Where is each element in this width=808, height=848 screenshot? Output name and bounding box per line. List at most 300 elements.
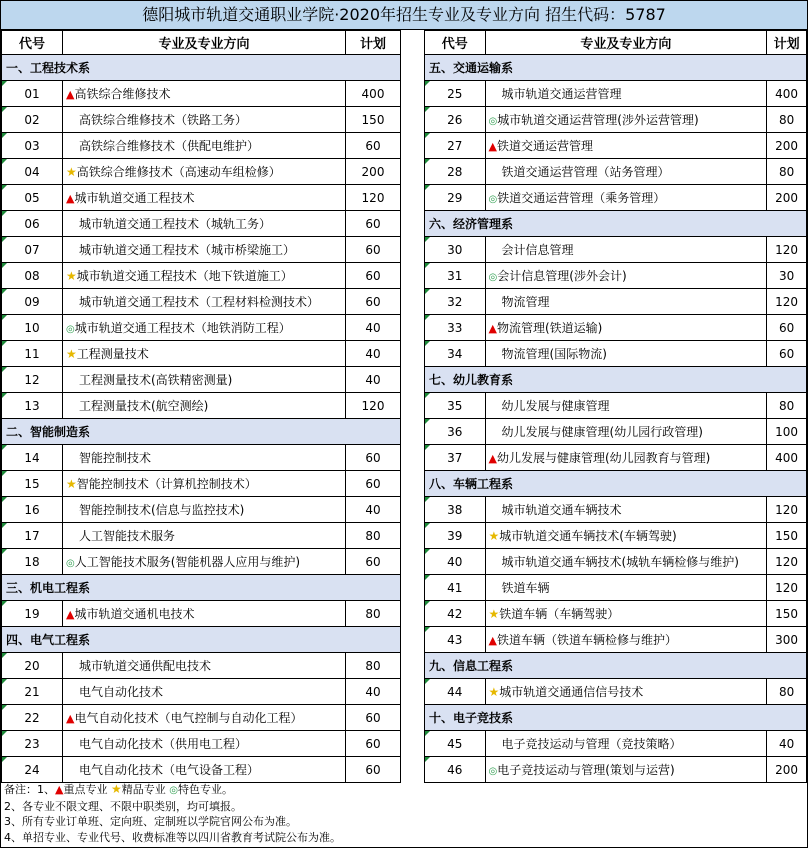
cell-corner-marker [2, 523, 7, 528]
legend-feature-major: 特色专业。 [177, 783, 233, 796]
code-value: 23 [24, 736, 40, 751]
plan-cell: 60 [346, 133, 401, 159]
code-cell [2, 757, 63, 783]
code-cell [2, 653, 63, 679]
plan-cell: 150 [767, 601, 807, 627]
cell-corner-marker [2, 289, 7, 294]
cell-corner-marker [425, 341, 430, 346]
major-name: 幼儿发展与健康管理(幼儿园教育与管理) [497, 451, 711, 465]
code-cell [425, 289, 486, 315]
major-name: 物流管理 [501, 295, 550, 309]
cell-corner-marker [2, 107, 7, 112]
plan-cell: 400 [767, 445, 807, 471]
section-label: 十、电子竞技系 [425, 705, 807, 731]
name-cell [485, 81, 767, 107]
cell-corner-marker [2, 341, 7, 346]
code-cell [2, 497, 63, 523]
major-name: 电气自动化技术 [79, 685, 164, 699]
triangle-icon: ▲ [488, 140, 497, 153]
cell-corner-marker [425, 237, 430, 242]
cell-corner-marker [2, 237, 7, 242]
note-line-3: 3、所有专业订单班、定向班、定制班以学院官网公布为准。 [4, 815, 297, 828]
plan-cell: 300 [767, 627, 807, 653]
code-cell [425, 81, 486, 107]
code-cell [425, 341, 486, 367]
table-row [425, 445, 807, 471]
name-cell [63, 315, 346, 341]
cell-corner-marker [2, 471, 7, 476]
triangle-icon: ▲ [488, 452, 497, 465]
plan-cell: 40 [346, 367, 401, 393]
section-label: 九、信息工程系 [425, 653, 807, 679]
name-cell [485, 263, 767, 289]
section-label: 六、经济管理系 [425, 211, 807, 237]
section-row [425, 55, 807, 81]
major-name: 铁道车辆 [501, 581, 550, 595]
star-icon: ★ [488, 607, 500, 621]
code-cell [2, 315, 63, 341]
code-cell [2, 107, 63, 133]
code-value: 30 [447, 242, 463, 257]
section-row [425, 653, 807, 679]
name-cell [485, 523, 767, 549]
table-row [2, 497, 401, 523]
code-value: 28 [447, 164, 463, 179]
major-name: 城市轨道交通工程技术（地下铁道施工） [76, 269, 293, 283]
major-name: 工程测量技术 [76, 347, 149, 361]
code-value: 13 [24, 398, 40, 413]
code-value: 43 [447, 632, 463, 647]
table-row [425, 757, 807, 783]
table-row [425, 289, 807, 315]
cell-corner-marker [2, 263, 7, 268]
plan-cell: 200 [346, 159, 401, 185]
major-name: 城市轨道交通通信信号技术 [499, 685, 644, 699]
code-cell [2, 341, 63, 367]
major-name: 城市轨道交通车辆技术(城轨车辆检修与维护) [501, 555, 739, 569]
major-name: 城市轨道交通供配电技术 [79, 659, 212, 673]
name-cell [63, 601, 346, 627]
double-circle-icon: ◎ [66, 324, 75, 335]
section-row [425, 211, 807, 237]
plan-cell: 40 [767, 731, 807, 757]
name-cell [63, 653, 346, 679]
notes [4, 782, 341, 845]
table-row [2, 523, 401, 549]
table-row [2, 757, 401, 783]
plan-cell: 200 [767, 757, 807, 783]
table-row [2, 107, 401, 133]
major-name: 会计信息管理 [501, 243, 574, 257]
plan-cell: 60 [346, 757, 401, 783]
code-cell [2, 133, 63, 159]
code-value: 12 [24, 372, 40, 387]
star-icon: ★ [66, 269, 77, 283]
table-row [425, 81, 807, 107]
plan-cell: 60 [346, 471, 401, 497]
table-row [425, 679, 807, 705]
name-cell [63, 341, 346, 367]
code-value: 19 [24, 606, 40, 621]
header-name: 专业及专业方向 [63, 31, 346, 55]
code-value: 05 [24, 190, 40, 205]
major-name: 高铁综合维修技术 [74, 87, 171, 101]
section-label: 五、交通运输系 [425, 55, 807, 81]
major-name: 物流管理(铁道运输) [497, 321, 603, 335]
star-icon: ★ [66, 165, 77, 179]
name-cell [485, 315, 767, 341]
code-value: 14 [24, 450, 40, 465]
cell-corner-marker [2, 757, 7, 762]
table-row [2, 653, 401, 679]
code-cell [425, 315, 486, 341]
name-cell [485, 419, 767, 445]
major-name: 城市轨道交通车辆技术(车辆驾驶) [499, 529, 677, 543]
section-label: 二、智能制造系 [2, 419, 401, 445]
section-label: 一、工程技术系 [2, 55, 401, 81]
code-value: 20 [24, 658, 40, 673]
name-cell [63, 211, 346, 237]
plan-cell: 80 [346, 653, 401, 679]
code-cell [2, 81, 63, 107]
code-cell [2, 289, 63, 315]
cell-corner-marker [2, 393, 7, 398]
name-cell [485, 289, 767, 315]
table-row [2, 315, 401, 341]
double-circle-icon: ◎ [169, 785, 178, 796]
plan-cell: 60 [767, 341, 807, 367]
name-cell [63, 289, 346, 315]
table-row [425, 627, 807, 653]
major-name: 智能控制技术(信息与监控技术) [79, 503, 245, 517]
code-cell [425, 185, 486, 211]
code-cell [2, 185, 63, 211]
code-cell [425, 757, 486, 783]
major-name: 城市轨道交通机电技术 [74, 607, 195, 621]
name-cell [63, 731, 346, 757]
header-plan: 计划 [767, 31, 807, 55]
table-row [425, 419, 807, 445]
code-cell [2, 523, 63, 549]
name-cell [485, 341, 767, 367]
major-name: 电气自动化技术（电气设备工程） [79, 763, 260, 777]
name-cell [63, 705, 346, 731]
code-value: 37 [447, 450, 463, 465]
star-icon: ★ [66, 347, 77, 361]
name-cell [485, 107, 767, 133]
code-cell [2, 705, 63, 731]
table-row [2, 263, 401, 289]
section-row [2, 575, 401, 601]
major-name: 智能控制技术（计算机控制技术） [76, 477, 257, 491]
code-value: 22 [24, 710, 40, 725]
code-value: 35 [447, 398, 463, 413]
name-cell [485, 133, 767, 159]
plan-cell: 120 [767, 575, 807, 601]
table-row [425, 263, 807, 289]
legend-key-major: 重点专业 [63, 783, 108, 796]
section-row [425, 705, 807, 731]
table-row [2, 471, 401, 497]
plan-cell: 120 [346, 393, 401, 419]
name-cell [63, 367, 346, 393]
code-value: 02 [24, 112, 40, 127]
cell-corner-marker [425, 523, 430, 528]
name-cell [485, 601, 767, 627]
cell-corner-marker [2, 315, 7, 320]
major-name: 城市轨道交通工程技术（城轨工务） [79, 217, 272, 231]
note-line-2: 2、各专业不限文理、不限中职类别，均可填报。 [4, 799, 242, 813]
table-row [425, 523, 807, 549]
major-name: 人工智能技术服务 [79, 529, 176, 543]
code-value: 46 [447, 762, 463, 777]
table-row [2, 679, 401, 705]
code-cell [2, 159, 63, 185]
table-row [425, 237, 807, 263]
plan-cell: 60 [346, 445, 401, 471]
plan-cell: 80 [767, 393, 807, 419]
plan-cell: 120 [767, 549, 807, 575]
major-name: 城市轨道交通工程技术（地铁消防工程） [74, 321, 291, 335]
code-cell [425, 679, 486, 705]
plan-cell: 80 [346, 523, 401, 549]
name-cell [63, 757, 346, 783]
table-row [2, 159, 401, 185]
note-prefix: 备注：1、 [4, 783, 55, 796]
cell-corner-marker [425, 81, 430, 86]
code-cell [425, 575, 486, 601]
section-row [425, 471, 807, 497]
plan-cell: 400 [346, 81, 401, 107]
code-cell [2, 367, 63, 393]
star-icon: ★ [66, 477, 77, 491]
plan-cell: 80 [346, 601, 401, 627]
code-value: 09 [24, 294, 40, 309]
major-name: 物流管理(国际物流) [501, 347, 607, 361]
code-cell [2, 445, 63, 471]
code-value: 32 [447, 294, 463, 309]
plan-cell: 120 [767, 289, 807, 315]
major-name: 电子竞技运动与管理（竞技策略） [501, 737, 682, 751]
code-value: 42 [447, 606, 463, 621]
cell-corner-marker [2, 185, 7, 190]
code-value: 10 [24, 320, 40, 335]
code-cell [425, 627, 486, 653]
code-cell [425, 497, 486, 523]
table-row [425, 601, 807, 627]
name-cell [485, 237, 767, 263]
major-name: 幼儿发展与健康管理(幼儿园行政管理) [501, 425, 703, 439]
triangle-icon: ▲ [66, 192, 75, 205]
cell-corner-marker [2, 653, 7, 658]
name-cell [63, 263, 346, 289]
major-name: 高铁综合维修技术（供配电维护） [79, 139, 260, 153]
code-value: 04 [24, 164, 40, 179]
code-value: 17 [24, 528, 40, 543]
cell-corner-marker [425, 289, 430, 294]
plan-cell: 120 [767, 497, 807, 523]
table-row [2, 445, 401, 471]
plan-cell: 60 [767, 315, 807, 341]
name-cell [485, 627, 767, 653]
name-cell [63, 523, 346, 549]
table-row [425, 159, 807, 185]
plan-cell: 150 [767, 523, 807, 549]
code-value: 39 [447, 528, 463, 543]
plan-cell: 40 [346, 497, 401, 523]
table-row [2, 549, 401, 575]
section-label: 三、机电工程系 [2, 575, 401, 601]
name-cell [63, 133, 346, 159]
plan-cell: 60 [346, 549, 401, 575]
name-cell [485, 731, 767, 757]
table-row [425, 549, 807, 575]
table-row [425, 133, 807, 159]
code-value: 25 [447, 86, 463, 101]
name-cell [485, 497, 767, 523]
double-circle-icon: ◎ [488, 116, 498, 127]
major-name: 高铁综合维修技术（铁路工务） [79, 113, 248, 127]
table-row [2, 289, 401, 315]
code-cell [425, 107, 486, 133]
name-cell [63, 81, 346, 107]
name-cell [485, 679, 767, 705]
name-cell [63, 185, 346, 211]
table-row [2, 211, 401, 237]
cell-corner-marker [425, 497, 430, 502]
name-cell [63, 159, 346, 185]
code-value: 07 [24, 242, 40, 257]
table-row [2, 237, 401, 263]
cell-corner-marker [425, 263, 430, 268]
table-row [2, 393, 401, 419]
triangle-icon: ▲ [488, 322, 497, 335]
double-circle-icon: ◎ [488, 272, 498, 283]
code-cell [2, 731, 63, 757]
table-row [425, 315, 807, 341]
cell-corner-marker [425, 601, 430, 606]
code-cell [2, 393, 63, 419]
code-cell [425, 601, 486, 627]
majors-table-left [1, 30, 401, 783]
table-row [425, 107, 807, 133]
code-value: 36 [447, 424, 463, 439]
code-value: 21 [24, 684, 40, 699]
code-value: 34 [447, 346, 463, 361]
code-value: 06 [24, 216, 40, 231]
code-cell [425, 523, 486, 549]
cell-corner-marker [2, 705, 7, 710]
name-cell [63, 393, 346, 419]
code-cell [425, 419, 486, 445]
name-cell [63, 679, 346, 705]
code-cell [425, 445, 486, 471]
section-label: 八、车辆工程系 [425, 471, 807, 497]
table-row [2, 133, 401, 159]
code-value: 45 [447, 736, 463, 751]
major-name: 城市轨道交通工程技术 [74, 191, 195, 205]
cell-corner-marker [425, 133, 430, 138]
name-cell [63, 471, 346, 497]
cell-corner-marker [2, 367, 7, 372]
plan-cell: 200 [767, 133, 807, 159]
major-name: 工程测量技术(航空测绘) [79, 399, 209, 413]
triangle-icon: ▲ [66, 88, 75, 101]
code-cell [425, 133, 486, 159]
code-value: 38 [447, 502, 463, 517]
major-name: 铁道车辆（车辆驾驶） [499, 607, 620, 621]
header-plan: 计划 [346, 31, 401, 55]
name-cell [485, 549, 767, 575]
plan-cell: 60 [346, 289, 401, 315]
code-value: 18 [24, 554, 40, 569]
major-name: 会计信息管理(涉外会计) [497, 269, 627, 283]
table-row [2, 341, 401, 367]
table-row [2, 185, 401, 211]
code-cell [425, 549, 486, 575]
cell-corner-marker [425, 393, 430, 398]
major-name: 城市轨道交通工程技术（工程材料检测技术） [79, 295, 320, 309]
plan-cell: 80 [767, 159, 807, 185]
plan-cell: 120 [346, 185, 401, 211]
plan-cell: 40 [346, 679, 401, 705]
cell-corner-marker [425, 159, 430, 164]
major-name: 电子竞技运动与管理(策划与运营) [497, 763, 675, 777]
table-row [2, 367, 401, 393]
code-value: 26 [447, 112, 463, 127]
code-value: 16 [24, 502, 40, 517]
name-cell [485, 445, 767, 471]
major-name: 工程测量技术(高铁精密测量) [79, 373, 233, 387]
name-cell [63, 445, 346, 471]
triangle-icon: ▲ [66, 608, 75, 621]
code-value: 40 [447, 554, 463, 569]
plan-cell: 60 [346, 731, 401, 757]
section-row [2, 419, 401, 445]
section-row [2, 627, 401, 653]
table-row [2, 705, 401, 731]
majors-table-right [424, 30, 807, 783]
table-row [425, 185, 807, 211]
major-name: 铁道交通运营管理（乘务管理） [497, 191, 666, 205]
plan-cell: 40 [346, 341, 401, 367]
table-row [425, 575, 807, 601]
star-icon: ★ [110, 782, 122, 796]
plan-cell: 80 [767, 107, 807, 133]
code-cell [425, 731, 486, 757]
header-code: 代号 [2, 31, 63, 55]
cell-corner-marker [425, 107, 430, 112]
name-cell [485, 575, 767, 601]
section-label: 七、幼儿教育系 [425, 367, 807, 393]
plan-cell: 100 [767, 419, 807, 445]
cell-corner-marker [425, 731, 430, 736]
major-name: 城市轨道交通车辆技术 [501, 503, 622, 517]
major-name: 智能控制技术 [79, 451, 152, 465]
cell-corner-marker [2, 211, 7, 216]
triangle-icon: ▲ [66, 712, 75, 725]
plan-cell: 60 [346, 705, 401, 731]
major-name: 铁道车辆（铁道车辆检修与维护） [497, 633, 678, 647]
cell-corner-marker [2, 159, 7, 164]
plan-cell: 30 [767, 263, 807, 289]
section-row [425, 367, 807, 393]
star-icon: ★ [488, 529, 500, 543]
plan-cell: 80 [767, 679, 807, 705]
major-name: 人工智能技术服务(智能机器人应用与维护) [74, 555, 301, 569]
code-value: 24 [24, 762, 40, 777]
name-cell [485, 393, 767, 419]
